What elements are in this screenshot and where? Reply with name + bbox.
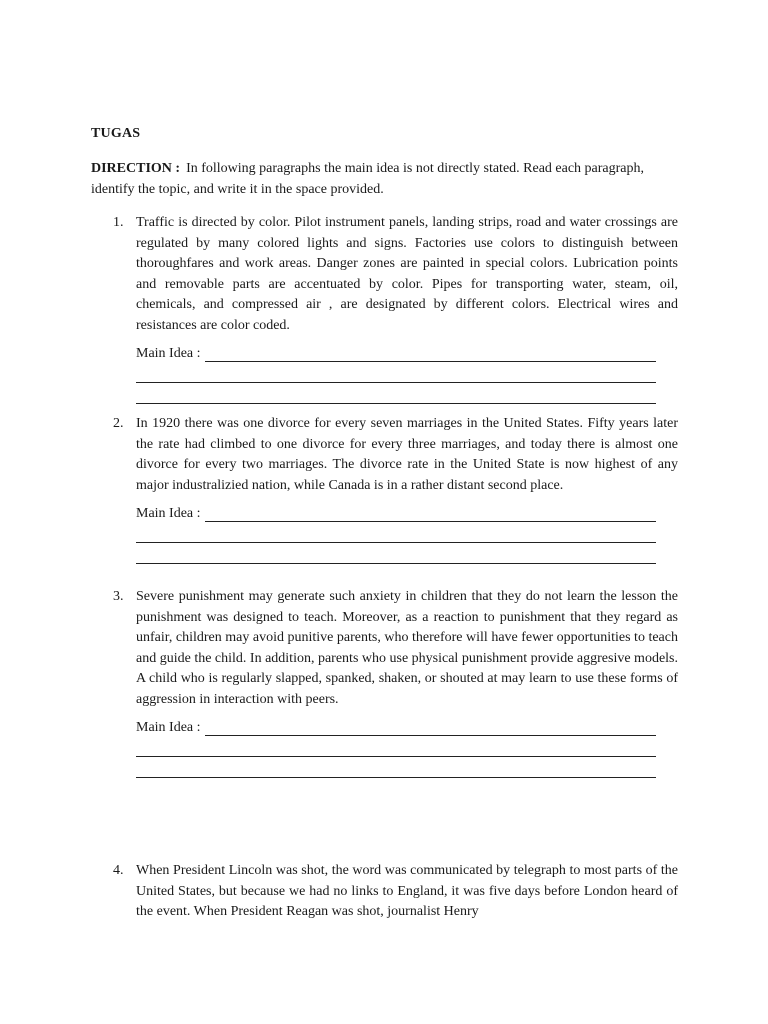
answer-line[interactable] [136,543,656,564]
page-title: TUGAS [91,126,141,141]
item-paragraph: Severe punishment may generate such anxiety in children that they do not learn the lesson the punishment was designed to teach. Moreover, as a reaction to punishment that they regard as unfair, children may avoid punitive parents, who therefore will have fewer opportunities to teach and guide the child. In addition, parents who use physical punishment provide aggresive models. A child who is regularly slapped, spanked, shaken, or shouted at may learn to use these forms of aggression in interaction with peers. [136,589,678,707]
exercise-item-3 [113,587,678,778]
item-number: 1. [113,215,124,230]
item-number: 2. [113,416,124,431]
answer-line[interactable] [205,721,656,736]
item-number: 4. [113,863,124,878]
answer-line[interactable] [136,383,656,404]
main-idea-answer-area[interactable] [136,502,656,564]
exercise-item-2 [113,414,678,564]
answer-line[interactable] [136,736,656,757]
item-paragraph: When President Lincoln was shot, the word was communicated by telegraph to most parts of the United States, but because we had no links to England, it was five days before London heard of the event. When President Reagan was shot, journalist Henry [136,863,678,919]
direction-text [91,159,651,200]
main-idea-label: Main Idea : [136,506,201,521]
answer-line[interactable] [136,757,656,778]
main-idea-label: Main Idea : [136,720,201,735]
item-number: 3. [113,589,124,604]
item-paragraph: In 1920 there was one divorce for every seven marriages in the United States. Fifty years later the rate had climbed to one divorce for every three marriages, and today there is almost one divorce for every two marriages. The divorce rate in the United State is now highest of any major industralizied nation, while Canada is in a rather distant second place. [136,416,678,493]
main-idea-label: Main Idea : [136,346,201,361]
item-paragraph: Traffic is directed by color. Pilot instrument panels, landing strips, road and water crossings are regulated by many colored lights and signs. Factories use colors to distinguish between thoroughfares and work areas. Danger zones are painted in special colors. Lubrication points and removable parts are accentuated by color. Pipes for transporting water, steam, oil, chemicals, and compressed air , are designated by different colors. Electrical wires and resistances are color coded. [136,215,678,333]
answer-line[interactable] [136,522,656,543]
exercise-item-4 [113,861,678,923]
direction-label: DIRECTION : [91,161,181,176]
answer-line[interactable] [205,347,656,362]
answer-line[interactable] [205,507,656,522]
exercise-item-1 [113,213,678,404]
main-idea-answer-area[interactable] [136,342,656,404]
direction-body: In following paragraphs the main idea is not directly stated. Read each paragraph, identify the topic, and write it in the space provided. [91,161,645,197]
answer-line[interactable] [136,362,656,383]
main-idea-answer-area[interactable] [136,716,656,778]
